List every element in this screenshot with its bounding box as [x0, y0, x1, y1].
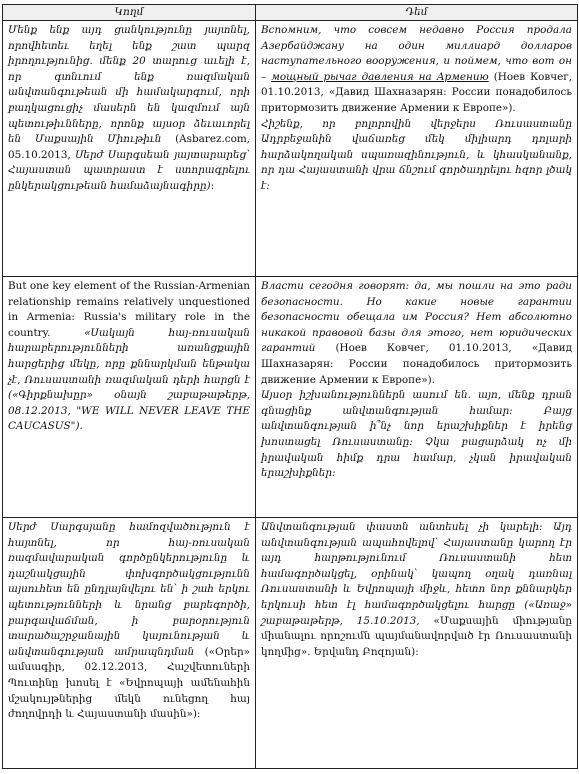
text-run: «Սակայն հայ-ռուսական հարաբերությունների առանցքային հարցերից մեկը, որը քննարկման ենթակա չէ, Ռուսաստանի ռազմական դերի հարցն է (: [8, 326, 251, 402]
paragraph: [261, 117, 572, 195]
text-run: But one key element of the Russian-Armenian relationship remains relatively unquestioned in Armenia: Russia's military role in the country.: [8, 280, 250, 339]
text-run: Մենք ենք այդ ցանկությունը յայտնել, որովհետեւ եղել ենք շատ պարզ իրողությունից. մենք 20 տարուց աւելի է, որ գտնւում ենք ռազմական անվտանգութեան մի համակարգում, որի բաղկացուցիչ մասերն են կազմում այն պետութիւնները, որոնք այսօր ձեւաւորել են Մաքսային Միութիւն: [8, 24, 250, 146]
text-run: Власти сегодня говорят: да, мы пошли на это ради безопасности. Но какие новые гарантии безопасности обещала им Россия? Нет абсолютно никакой правовой базы для этого, нет юридических гарантий: [261, 280, 572, 355]
text-run: «Առաջ» շաբաթաթերթ, 15.10.2013,: [261, 598, 572, 627]
text-run: («Օրեր» ամսագիր, 02.12.2013, Հաշվետուների Պուտինը խոսել է «Եվրոպայի ամենահին մշակույթներից մեկն ունեցող հայ ժողովրդի և Հայաստանի մասին»):: [8, 645, 250, 721]
paragraph: [261, 520, 572, 660]
table-row: [3, 277, 578, 518]
text-run: мощный рычаг давления на Армению: [271, 70, 489, 83]
text-run: Вспомним, что совсем недавно Россия продала Азербайджану на один миллиард долларов наступательного вооружения, и поймем, что вот он –: [261, 24, 572, 83]
pro-cell: [3, 21, 256, 277]
paragraph: [261, 388, 572, 482]
paragraph: [261, 279, 572, 388]
text-run: (Ноев Ковчег, 01.10.2013, «Давид Шахназарян: России понадобилось притормозить движение Армении к Европе»).: [261, 342, 572, 386]
header-row: [3, 5, 578, 21]
table-row: [3, 21, 578, 277]
text-run: Սերժ Սարգսյանը համոզվածություն է հայտնել, որ հայ-ռուսական ռազմավարական գործընկերությունը և դաշնակցային փոխգործակցությունն այսուհետ են ընդլայնվելու են՝ ի շահ երկու պետությունների և նրանց բարեգործի, բարգավաճման, ի բարօրություն տարածաշրջանային կայունության և անվտանգության ամրապնդման: [8, 521, 250, 658]
header-pro: Կողմ: [3, 5, 256, 21]
con-cell: [256, 277, 578, 518]
con-cell: [256, 21, 578, 277]
text-run: Սերժ Սարգսեան յայտարարեց՝ Հայաստան պատրաստ է ստորագրելու ընկերակցութեան համաձայնագիրը): [8, 148, 250, 192]
text-run: Այսօր իշխանություններն ասում են. այո, մենք դրան գնացինք անվտանգության համար: Բայց անվտանգության ի՞նչ նոր երաշխիքներ է իրենց խոստացել Ռուսաստանը: Չկա բացարձակ ոչ մի իրավական հիմք դրա համար, չկան իրավական երաշխիքներ։: [261, 389, 572, 480]
con-cell: [256, 518, 578, 769]
text-run: «Գիրքնախըր» օնայն շաբաթաթերթ, 08.12.2013, "WE WILL NEVER LEAVE THE CAUCASUS").: [8, 389, 250, 433]
header-con: Դեմ: [256, 5, 578, 21]
text-run: «Մաքսային միությանը միանալու որոշումն պայմանավորված էր Ռուսաստանի կողմից». Երվանդ Բոզոյան):: [261, 614, 572, 658]
pro-cell: [3, 518, 256, 769]
pro-cell: [3, 277, 256, 518]
text-run: Անվտանգության փաստն անտեսել չի կարելի։ Այդ անվտանգության ապահովելով՝ Հայաստանը կարող էր այդ հարթությունում Ռուսաստանի հետ համագործակցել, օրինակ՝ կապող օղակ դառնալ Ռուսաստանի և Եվրոպայի միջև, հետո նոր քննարկեր երկուսի հետ էլ համագործակցելու հարցը (: [261, 521, 572, 611]
table-row: [3, 518, 578, 769]
text-run: :: [210, 179, 215, 192]
text-run: Հիշենք, որ բոլորովին վերջերս Ռուսաստանը Ադրբեջանին վաճառեց մեկ միլիարդ դոլարի հարձակողական սպառազինություն, և կհասկանանք, որ դա Հայաստանի վրա ճնշում գործադրելու հզոր լծակ է։: [261, 117, 572, 192]
paragraph: [261, 23, 572, 117]
text-run: (Ноев Ковчег, 01.10.2013, «Давид Шахназарян: России понадобилось притормозить движение Армении к Европе»).: [261, 70, 573, 114]
text-run: (Asbarez.com, 05.10.2013,: [8, 133, 250, 161]
comparison-table: [2, 4, 578, 769]
